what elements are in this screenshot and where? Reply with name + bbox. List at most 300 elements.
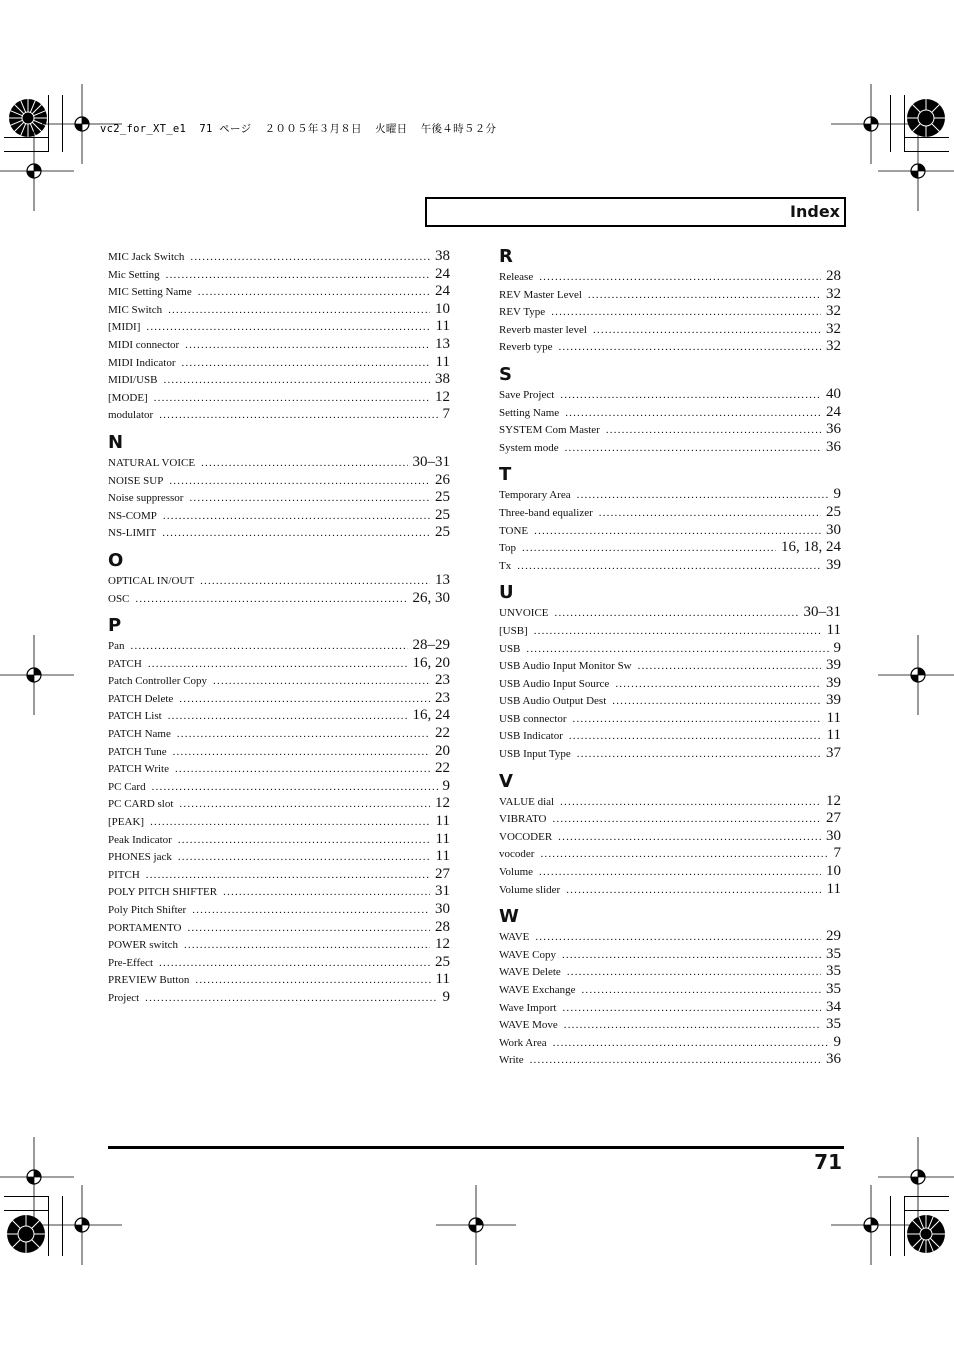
index-page-ref: 38 (435, 248, 450, 264)
dot-leader (539, 269, 821, 287)
index-page-ref: 7 (833, 845, 841, 862)
index-entry (108, 318, 450, 336)
index-entry (499, 828, 841, 846)
index-entry (108, 524, 450, 542)
index-term: PATCH Write (108, 763, 169, 776)
dot-leader (131, 638, 408, 656)
index-entry (499, 793, 841, 811)
index-term: Poly Pitch Shifter (108, 904, 187, 916)
dot-leader (558, 829, 821, 847)
index-page-ref: 11 (435, 830, 450, 847)
index-term: OPTICAL IN/OUT (108, 574, 195, 587)
index-entry (108, 707, 450, 725)
index-page-ref: 28–29 (412, 637, 450, 654)
index-entry (499, 946, 841, 964)
crosshair-icon (42, 1185, 122, 1265)
dot-leader (558, 339, 821, 357)
index-entry (108, 283, 450, 301)
index-entry (499, 928, 841, 946)
index-column-left (108, 248, 450, 1007)
dot-leader (190, 249, 430, 267)
dot-leader (569, 728, 822, 746)
index-page-ref: 9 (442, 988, 450, 1005)
dot-leader (150, 814, 430, 832)
dot-leader (162, 525, 430, 543)
dot-leader (179, 691, 430, 709)
dot-leader (198, 284, 430, 302)
index-term: PHONES jack (108, 851, 172, 864)
index-entry (108, 848, 450, 866)
dot-leader (566, 882, 821, 900)
index-entry (499, 321, 841, 339)
index-entry (499, 640, 841, 658)
index-term: modulator (108, 409, 154, 422)
dot-leader (539, 864, 821, 882)
dot-leader (154, 390, 430, 408)
index-entry (499, 710, 841, 728)
index-term: POLY PITCH SHIFTER (108, 886, 218, 899)
index-term: Release (499, 271, 534, 283)
dot-leader (163, 508, 430, 526)
index-entry (108, 672, 450, 690)
dot-leader (164, 372, 430, 390)
index-term: PATCH Tune (108, 745, 167, 758)
index-entry (108, 637, 450, 655)
index-term: PATCH Delete (108, 692, 174, 705)
index-page-ref: 31 (435, 883, 450, 900)
dot-leader (565, 440, 821, 458)
index-term: Peak Indicator (108, 833, 172, 846)
index-entry (108, 901, 450, 919)
index-page-ref: 9 (833, 639, 841, 656)
index-entry (108, 866, 450, 884)
index-term: NATURAL VOICE (108, 456, 196, 469)
index-letter-heading: N (108, 431, 124, 453)
section-title: Index (790, 202, 840, 221)
dot-leader (223, 884, 430, 902)
index-term: PC Card (108, 780, 146, 793)
index-page-ref: 12 (826, 792, 841, 809)
index-entry (108, 655, 450, 673)
index-entry (108, 743, 450, 761)
dot-leader (201, 455, 407, 473)
index-page-ref: 16, 24 (412, 707, 450, 724)
index-entry (499, 963, 841, 981)
index-entry (108, 301, 450, 319)
index-entry (499, 1016, 841, 1034)
index-term: Project (108, 991, 140, 1004)
index-entry (499, 486, 841, 504)
dot-leader (135, 591, 407, 609)
dot-leader (612, 693, 821, 711)
dot-leader (159, 407, 437, 425)
dot-leader (168, 302, 430, 320)
section-header-box (425, 197, 846, 227)
index-entry (108, 371, 450, 389)
dot-leader (200, 573, 430, 591)
index-term: vocoder (499, 848, 535, 861)
file-slug: vc2_for_XT_e1 71 ページ ２００５年３月８日 火曜日 午後４時５２分 (100, 123, 497, 135)
index-term: Mic Setting (108, 268, 160, 281)
index-entry (499, 1034, 841, 1052)
index-page-ref: 38 (435, 371, 450, 388)
dot-leader (522, 540, 776, 558)
index-term: WAVE Move (499, 1019, 558, 1032)
index-entry (108, 971, 450, 989)
index-page-ref: 9 (833, 1033, 841, 1050)
index-page-ref: 34 (826, 998, 841, 1015)
index-term: USB Input Type (499, 748, 571, 761)
index-entry (499, 845, 841, 863)
index-term: USB Audio Input Monitor Sw (499, 660, 632, 673)
index-entry (108, 590, 450, 608)
index-page-ref: 32 (826, 320, 841, 337)
index-entry (108, 248, 450, 266)
index-page-ref: 30 (826, 827, 841, 844)
index-entry (499, 539, 841, 557)
dot-leader (145, 990, 437, 1008)
index-letter-heading: S (499, 363, 512, 385)
index-page-ref: 39 (826, 674, 841, 691)
index-term: Reverb type (499, 341, 553, 354)
index-page-ref: 11 (435, 318, 450, 335)
index-term: USB Audio Input Source (499, 677, 610, 690)
index-term: MIDI connector (108, 338, 180, 351)
index-term: OSC (108, 592, 130, 605)
dot-leader (562, 947, 821, 965)
index-term: Pan (108, 640, 125, 653)
index-term: PITCH (108, 868, 140, 881)
index-term: [USB] (499, 624, 528, 637)
index-entry (108, 507, 450, 525)
index-entry (108, 883, 450, 901)
index-term: Volume slider (499, 883, 561, 896)
dot-leader (168, 708, 408, 726)
index-page-ref: 11 (435, 848, 450, 865)
index-term: USB Indicator (499, 730, 563, 743)
index-entry (108, 489, 450, 507)
index-entry (499, 268, 841, 286)
index-term: WAVE Delete (499, 966, 561, 979)
index-page-ref: 35 (826, 945, 841, 962)
index-page-ref: 9 (442, 777, 450, 794)
index-entry (108, 454, 450, 472)
index-entry (108, 831, 450, 849)
dot-leader (534, 623, 822, 641)
index-page-ref: 25 (435, 506, 450, 523)
index-term: System mode (499, 441, 559, 454)
index-page-ref: 35 (826, 1016, 841, 1033)
index-page-ref: 30–31 (803, 604, 841, 621)
index-entry (499, 557, 841, 575)
index-entry (499, 981, 841, 999)
index-term: NS-LIMIT (108, 527, 157, 540)
index-term: UNVOICE (499, 607, 549, 620)
index-term: MIDI Indicator (108, 356, 176, 369)
index-page-ref: 13 (435, 335, 450, 352)
index-entry (499, 810, 841, 828)
dot-leader (182, 355, 431, 373)
dot-leader (540, 846, 828, 864)
index-entry (499, 999, 841, 1017)
dot-leader (178, 832, 431, 850)
index-entry (499, 522, 841, 540)
dot-leader (560, 387, 821, 405)
index-page-ref: 11 (826, 880, 841, 897)
index-page-ref: 28 (826, 268, 841, 284)
dot-leader (588, 287, 821, 305)
index-entry (499, 863, 841, 881)
dot-leader (638, 658, 821, 676)
crosshair-icon (436, 1185, 516, 1265)
index-term: Volume (499, 866, 534, 879)
dot-leader (185, 337, 430, 355)
index-term: TONE (499, 524, 529, 537)
index-entry (108, 389, 450, 407)
index-term: WAVE Exchange (499, 984, 576, 996)
index-page-ref: 40 (826, 385, 841, 402)
index-term: VIBRATO (499, 813, 547, 826)
index-entry (108, 795, 450, 813)
index-term: SYSTEM Com Master (499, 424, 600, 437)
index-term: MIC Jack Switch (108, 251, 185, 263)
index-term: [PEAK] (108, 816, 145, 829)
dot-leader (179, 796, 430, 814)
index-page-ref: 24 (435, 265, 450, 282)
dot-leader (551, 304, 821, 322)
index-entry (499, 421, 841, 439)
index-term: WAVE (499, 931, 530, 944)
index-entry (108, 936, 450, 954)
index-letter-heading: V (499, 770, 513, 792)
crosshair-icon (0, 635, 74, 715)
index-page-ref: 26 (435, 471, 450, 488)
index-entry (499, 604, 841, 622)
dot-leader (169, 473, 430, 491)
index-term: NS-COMP (108, 509, 157, 522)
index-letter-heading: O (108, 549, 124, 571)
crosshair-icon (878, 635, 954, 715)
index-page-ref: 39 (826, 657, 841, 674)
index-entry (499, 692, 841, 710)
index-term: PREVIEW Button (108, 974, 190, 987)
index-page-ref: 10 (435, 300, 450, 317)
index-page-ref: 10 (826, 863, 841, 880)
index-term: Top (499, 542, 516, 555)
index-page-ref: 30–31 (412, 453, 450, 470)
dot-leader (159, 955, 430, 973)
index-entry (108, 989, 450, 1007)
index-term: PORTAMENTO (108, 921, 182, 934)
index-letter-heading: P (108, 615, 122, 637)
index-entry (108, 725, 450, 743)
crosshair-icon (831, 1185, 911, 1265)
index-entry (108, 919, 450, 937)
index-page-ref: 28 (435, 918, 450, 935)
index-entry (499, 439, 841, 457)
index-term: [MODE] (108, 391, 148, 404)
index-term: Pre-Effect (108, 956, 153, 969)
index-term: MIC Setting Name (108, 286, 192, 299)
crosshair-icon (878, 131, 954, 211)
index-page-ref: 35 (826, 981, 841, 997)
index-page-ref: 24 (435, 283, 450, 300)
index-page-ref: 32 (826, 285, 841, 302)
index-entry (499, 404, 841, 422)
index-page-ref: 39 (826, 556, 841, 573)
index-entry (108, 760, 450, 778)
index-page-ref: 25 (435, 524, 450, 541)
dot-leader (593, 322, 821, 340)
index-term: Write (499, 1054, 524, 1067)
index-page-ref: 9 (833, 486, 841, 503)
index-page-ref: 26, 30 (412, 589, 450, 606)
index-term: WAVE Copy (499, 948, 556, 961)
index-term: REV Type (499, 306, 546, 319)
index-entry (499, 504, 841, 522)
index-page-ref: 11 (826, 727, 841, 744)
index-entry (499, 622, 841, 640)
index-entry (108, 406, 450, 424)
index-term: MIC Switch (108, 303, 163, 316)
index-page-ref: 16, 20 (412, 654, 450, 671)
page-number: 71 (814, 1150, 842, 1174)
index-entry (499, 338, 841, 356)
dot-leader (567, 964, 821, 982)
dot-leader (552, 811, 821, 829)
index-entry (108, 954, 450, 972)
dot-leader (146, 319, 430, 337)
index-page-ref: 29 (826, 928, 841, 945)
index-term: Wave Import (499, 1001, 557, 1014)
dot-leader (564, 1017, 821, 1035)
index-term: PATCH Name (108, 728, 171, 741)
index-term: VOCODER (499, 830, 553, 843)
index-column-right (499, 246, 841, 1069)
dot-leader (577, 487, 829, 505)
index-entry (108, 690, 450, 708)
index-page-ref: 20 (435, 742, 450, 759)
index-entry (108, 778, 450, 796)
index-entry (499, 675, 841, 693)
index-page-ref: 12 (435, 936, 450, 953)
index-page-ref: 37 (826, 745, 841, 762)
index-page-ref: 23 (435, 689, 450, 706)
dot-leader (534, 523, 821, 541)
dot-leader (152, 779, 438, 797)
index-term: USB (499, 642, 521, 655)
index-page-ref: 27 (435, 865, 450, 882)
index-entry (499, 727, 841, 745)
index-entry (499, 303, 841, 321)
dot-leader (577, 746, 821, 764)
dot-leader (535, 929, 821, 947)
index-page-ref: 22 (435, 760, 450, 777)
dot-leader (213, 673, 430, 691)
index-term: Save Project (499, 388, 555, 401)
index-entry (499, 881, 841, 899)
dot-leader (553, 1035, 829, 1053)
index-term: Work Area (499, 1036, 547, 1049)
dot-leader (560, 794, 821, 812)
index-page-ref: 25 (435, 489, 450, 506)
dot-leader (146, 867, 430, 885)
index-term: Setting Name (499, 406, 560, 419)
index-letter-heading: T (499, 464, 512, 486)
dot-leader (555, 605, 799, 623)
dot-leader (517, 558, 821, 576)
index-page-ref: 11 (435, 971, 450, 988)
index-letter-heading: U (499, 582, 514, 604)
dot-leader (175, 761, 430, 779)
index-page-ref: 12 (435, 795, 450, 812)
index-entry (499, 1051, 841, 1069)
dot-leader (189, 490, 430, 508)
index-term: VALUE dial (499, 795, 555, 808)
dot-leader (173, 744, 430, 762)
dot-leader (599, 505, 821, 523)
index-page-ref: 24 (826, 403, 841, 420)
index-page-ref: 30 (826, 521, 841, 538)
index-letter-heading: W (499, 906, 519, 928)
index-letter-heading: R (499, 246, 513, 267)
index-page-ref: 36 (826, 1051, 841, 1068)
index-page-ref: 39 (826, 692, 841, 709)
dot-leader (615, 676, 821, 694)
index-term: NOISE SUP (108, 474, 164, 487)
index-page-ref: 27 (826, 810, 841, 827)
index-term: Noise suppressor (108, 492, 184, 505)
index-entry (108, 813, 450, 831)
index-entry (108, 354, 450, 372)
index-page-ref: 12 (435, 388, 450, 405)
dot-leader (573, 711, 822, 729)
index-page-ref: 30 (435, 901, 450, 917)
dot-leader (530, 1052, 821, 1070)
index-term: PATCH List (108, 710, 162, 723)
index-page-ref: 11 (435, 813, 450, 830)
dot-leader (195, 972, 430, 990)
crosshair-icon (0, 131, 74, 211)
index-page-ref: 36 (826, 421, 841, 438)
index-page-ref: 23 (435, 672, 450, 689)
dot-leader (177, 726, 430, 744)
index-term: Temporary Area (499, 489, 571, 502)
index-page-ref: 11 (826, 621, 841, 638)
dot-leader (581, 982, 821, 1000)
dot-leader (192, 902, 430, 920)
index-page-ref: 7 (442, 406, 450, 423)
index-page-ref: 16, 18, 24 (781, 539, 841, 556)
index-term: POWER switch (108, 939, 178, 952)
index-page-ref: 25 (826, 503, 841, 520)
footer-rule (108, 1146, 844, 1149)
index-term: PATCH (108, 657, 142, 670)
index-term: Patch Controller Copy (108, 675, 207, 688)
index-page-ref: 32 (826, 303, 841, 320)
index-entry (499, 386, 841, 404)
index-term: USB Audio Output Dest (499, 695, 607, 708)
index-page-ref: 25 (435, 953, 450, 970)
index-entry (108, 336, 450, 354)
index-entry (499, 657, 841, 675)
index-term: Reverb master level (499, 323, 587, 336)
dot-leader (562, 1000, 821, 1018)
dot-leader (565, 405, 821, 423)
index-entry (108, 472, 450, 490)
dot-leader (606, 422, 821, 440)
dot-leader (187, 920, 430, 938)
